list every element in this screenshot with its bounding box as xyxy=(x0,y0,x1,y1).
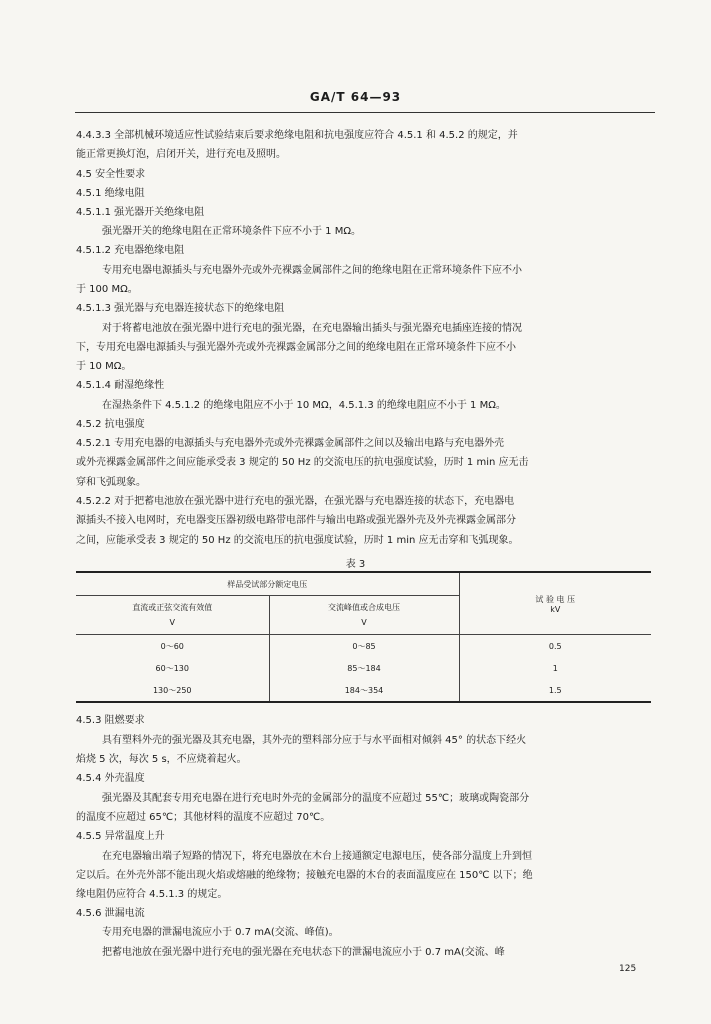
text-line: 把蓄电池放在强光器中进行充电的强光器在充电状态下的泄漏电流应小于 0.7 mA(交流、峰 xyxy=(102,947,505,958)
text-line: 4.4.3.3 全部机械环境适应性试验结束后要求绝缘电阻和抗电强度应符合 4.5.1 和 4.5.2 的规定，并 xyxy=(76,130,518,141)
section-heading: 4.5.3 阻燃要求 xyxy=(76,715,145,726)
text-line: 源插头不接入电网时，充电器变压器初级电路带电部件与输出电路或强光器外壳及外壳裸露金属部分 xyxy=(76,515,516,526)
table-cell: 85～184 xyxy=(269,657,459,679)
text-line: 专用充电器的泄漏电流应小于 0.7 mA(交流、峰值)。 xyxy=(102,927,339,938)
col1-unit-label: V xyxy=(169,618,175,627)
text-line: 强光器开关的绝缘电阻在正常环境条件下应不小于 1 MΩ。 xyxy=(102,226,361,237)
table-cell: 0～60 xyxy=(76,635,269,657)
section-heading: 4.5 安全性要求 xyxy=(76,169,146,180)
text-line: 强光器及其配套专用充电器在进行充电时外壳的金属部分的温度不应超过 55℃；玻璃或陶瓷部分 xyxy=(102,793,530,804)
table-cell: 130～250 xyxy=(76,679,269,702)
section-heading: 4.5.1 绝缘电阻 xyxy=(76,188,145,199)
table-row xyxy=(76,657,651,679)
table-group-header: 样品受试部分额定电压 xyxy=(76,573,459,596)
page-number: 125 xyxy=(619,964,637,974)
table-header-test-voltage xyxy=(459,573,651,635)
table-row xyxy=(76,635,651,657)
text-line: 焰烧 5 次，每次 5 s，不应烧着起火。 xyxy=(76,754,247,765)
text-line: 于 100 MΩ。 xyxy=(76,284,138,295)
table-cell: 0～85 xyxy=(269,635,459,657)
text-line: 或外壳裸露金属部件之间应能承受表 3 规定的 50 Hz 的交流电压的抗电强度试验，历时 1 min 应无击 xyxy=(76,457,529,468)
text-line: 4.5.2.2 对于把蓄电池放在强光器中进行充电的强光器，在强光器与充电器连接的状态下，充电器电 xyxy=(76,496,515,507)
text-line: 定以后。在外壳外部不能出现火焰或熔融的绝缘物；接触充电器的木台的表面温度应在 150℃ 以下；绝 xyxy=(76,870,533,881)
text-line: 在充电器输出端子短路的情况下，将充电器放在木台上接通额定电源电压，使各部分温度上升到恒 xyxy=(102,851,532,862)
section-heading: 4.5.1.4 耐湿绝缘性 xyxy=(76,380,165,391)
table-cell: 60～130 xyxy=(76,657,269,679)
text-line: 于 10 MΩ。 xyxy=(76,361,132,372)
table-cell: 184～354 xyxy=(269,679,459,702)
section-heading: 4.5.4 外壳温度 xyxy=(76,773,145,784)
col1-header-label: 直流或正弦交流有效值 xyxy=(132,603,213,612)
table-cell: 1 xyxy=(552,663,558,673)
text-line: 在湿热条件下 4.5.1.2 的绝缘电阻应不小于 10 MΩ，4.5.1.3 的绝缘电阻应不小于 1 MΩ。 xyxy=(102,400,506,411)
text-line: 能正常更换灯泡，启闭开关，进行充电及照明。 xyxy=(76,149,286,160)
table-header-peak xyxy=(269,596,459,635)
text-line: 的温度不应超过 65℃；其他材料的温度不应超过 70℃。 xyxy=(76,812,331,823)
text-line: 对于将蓄电池放在强光器中进行充电的强光器，在充电器输出插头与强光器充电插座连接的情况 xyxy=(102,323,522,334)
text-line: 4.5.2.1 专用充电器的电源插头与充电器外壳或外壳裸露金属部件之间以及输出电路与充电器外壳 xyxy=(76,438,505,449)
header-rule xyxy=(75,112,655,113)
text-line: 下，专用充电器电源插头与强光器外壳或外壳裸露金属部分之间的绝缘电阻在正常环境条件下应不小 xyxy=(76,342,516,353)
page-header: GA/T 64—93 xyxy=(309,90,402,104)
section-heading: 4.5.1.2 充电器绝缘电阻 xyxy=(76,245,185,256)
section-heading: 4.5.1.1 强光器开关绝缘电阻 xyxy=(76,207,205,218)
voltage-test-table xyxy=(76,571,651,703)
text-line: 专用充电器电源插头与充电器外壳或外壳裸露金属部件之间的绝缘电阻在正常环境条件下应不小 xyxy=(102,265,522,276)
col2-unit-label: V xyxy=(361,618,367,627)
table-title: 表 3 xyxy=(345,559,366,570)
col2-header-label: 交流峰值或合成电压 xyxy=(328,603,400,612)
text-line: 之间，应能承受表 3 规定的 50 Hz 的交流电压的抗电强度试验，历时 1 min 应无击穿和飞弧现象。 xyxy=(76,535,519,546)
text-line: 穿和飞弧现象。 xyxy=(76,477,146,488)
table-cell: 1.5 xyxy=(548,685,562,695)
section-heading: 4.5.6 泄漏电流 xyxy=(76,908,145,919)
section-heading: 4.5.5 异常温度上升 xyxy=(76,831,165,842)
section-heading: 4.5.2 抗电强度 xyxy=(76,419,145,430)
col3-unit-label: kV xyxy=(550,604,561,614)
table-row xyxy=(76,679,651,702)
table-cell: 0.5 xyxy=(548,641,562,651)
table-header-rms xyxy=(76,596,269,635)
text-line: 缘电阻仍应符合 4.5.1.3 的规定。 xyxy=(76,889,228,900)
col3-header-label: 试 验 电 压 xyxy=(535,594,576,604)
section-heading: 4.5.1.3 强光器与充电器连接状态下的绝缘电阻 xyxy=(76,303,285,314)
text-line: 具有塑料外壳的强光器及其充电器，其外壳的塑料部分应于与水平面相对倾斜 45° 的状态下经火 xyxy=(102,735,527,746)
